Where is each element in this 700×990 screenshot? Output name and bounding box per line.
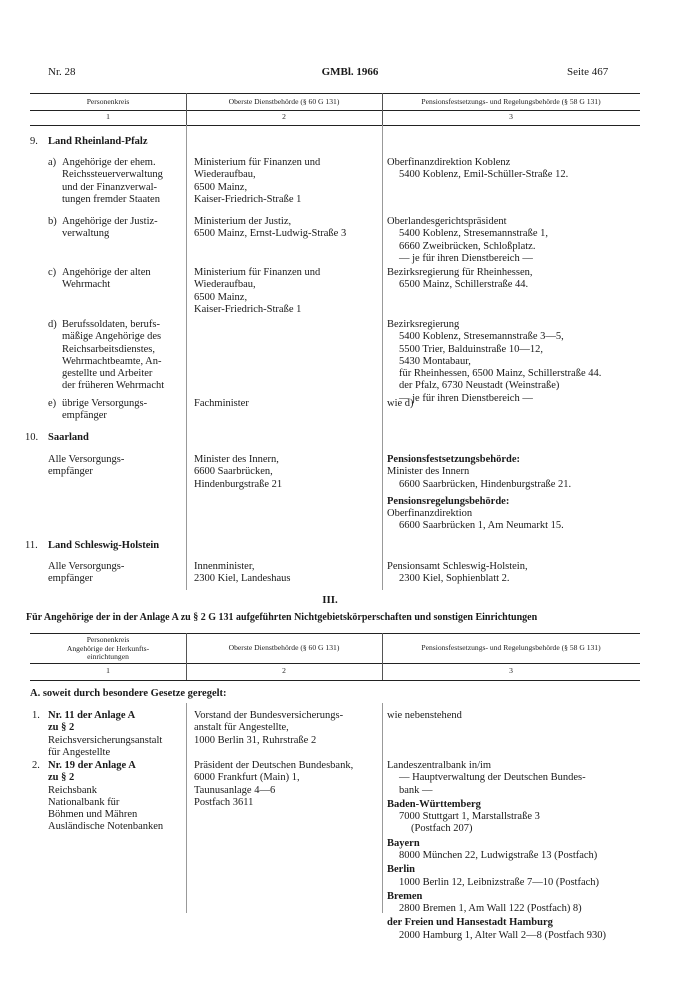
col1-header: Personenkreis: [86, 97, 130, 106]
section-9-number: 9.: [30, 136, 38, 147]
entry-regelungsbehoerde: Landeszentralbank in/im — Hauptverwaltung der Deutschen Bundes- bank — Baden-Württemberg 7000 Stuttgart 1, Marstallstraße 3 (Postfach 207) Bayern 8000 München 22, Ludwigstraße 13 (Postfach) Berlin 1000 Berlin 12, Leibnizstraße 7—10 (Postfach) Bremen 2800 Bremen 1, Am Wall 122 (Postfach) 8) der Freien und Hansestadt Hamburg 2000 Hamburg 1, Alter Wall 2—8 (Postfach 930): [387, 760, 637, 942]
section-11-number: 11.: [25, 540, 38, 551]
section-11-title: Land Schleswig-Holstein: [48, 540, 160, 551]
entry-personenkreis: Nr. 11 der Anlage A zu § 2 Reichsversicherungsanstalt für Angestellte: [48, 710, 163, 758]
entry-regelungsbehoerde: Oberfinanzdirektion Koblenz 5400 Koblenz, Emil-Schüller-Straße 12.: [387, 157, 569, 181]
section-a-heading: A. soweit durch besondere Gesetze geregelt:: [30, 688, 227, 699]
entry-personenkreis: Angehörige der alten Wehrmacht: [62, 267, 151, 291]
bank-entry: der Freien und Hansestadt Hamburg 2000 Hamburg 1, Alter Wall 2—8 (Postfach 930): [387, 917, 606, 941]
entry-personenkreis: Nr. 19 der Anlage A zu § 2 Reichsbank Nationalbank für Böhmen und Mähren Ausländische Notenbanken: [48, 760, 164, 833]
entry-dienstbehoerde: Innenminister, 2300 Kiel, Landeshaus: [194, 561, 291, 585]
entry-dienstbehoerde: Präsident der Deutschen Bundesbank, 6000 Frankfurt (Main) 1, Taunusanlage 4—6 Postfach 3611: [194, 760, 354, 808]
entry-personenkreis: Alle Versorgungs- empfänger: [48, 561, 125, 585]
entry-label: b): [48, 216, 57, 227]
entry-dienstbehoerde: Fachminister: [194, 398, 249, 409]
col3-number: 3: [509, 666, 513, 675]
col3-header: Pensionsfestsetzungs- und Regelungsbehörde (§ 58 G 131): [421, 97, 601, 106]
col3-number: 3: [509, 112, 513, 121]
entry-number: 2.: [32, 760, 40, 771]
bank-entry: Bayern 8000 München 22, Ludwigstraße 13 (Postfach): [387, 837, 598, 861]
bank-entry: Bremen 2800 Bremen 1, Am Wall 122 (Postfach) 8): [387, 890, 582, 915]
entry-regelungsbehoerde: wie nebenstehend: [387, 710, 462, 721]
entry-regelungsbehoerde: Bezirksregierung für Rheinhessen, 6500 Mainz, Schillerstraße 44.: [387, 267, 533, 291]
entry-personenkreis: Berufssoldaten, berufs- mäßige Angehörige des Reichsarbeitsdienstes, Wehrmachtbeamte, An- gestellte und Arbeiter der früheren Wehrmacht: [62, 319, 165, 392]
section-10-title: Saarland: [48, 432, 89, 443]
entry-label: c): [48, 267, 57, 278]
section-10-number: 10.: [25, 432, 39, 443]
col2-header: Oberste Dienstbehörde (§ 60 G 131): [228, 643, 340, 652]
entry-personenkreis: Angehörige der ehem. Reichssteuerverwaltung und der Finanzverwal- tungen fremder Staaten: [62, 157, 163, 205]
entry-regelungsbehoerde: Oberlandesgerichtspräsident 5400 Koblenz, Stresemannstraße 1, 6660 Zweibrücken, Schloßplatz. — je für ihren Dienstbereich —: [387, 216, 549, 264]
publication-title: GMBl. 1966: [321, 66, 379, 78]
col1-number: 1: [106, 112, 110, 121]
col1-number: 1: [106, 666, 110, 675]
entry-dienstbehoerde: Minister des Innern, 6600 Saarbrücken, Hindenburgstraße 21: [194, 454, 283, 490]
section-9-title: Land Rheinland-Pfalz: [48, 136, 148, 147]
entry-dienstbehoerde: Vorstand der Bundesversicherungs- anstalt für Angestellte, 1000 Berlin 31, Ruhrstraße 2: [194, 710, 344, 746]
entry-dienstbehoerde: Ministerium für Finanzen und Wiederaufbau, 6500 Mainz, Kaiser-Friedrich-Straße 1: [194, 157, 321, 205]
entry-dienstbehoerde: Ministerium für Finanzen und Wiederaufbau, 6500 Mainz, Kaiser-Friedrich-Straße 1: [194, 267, 321, 315]
entry-personenkreis: Alle Versorgungs- empfänger: [48, 454, 125, 478]
entry-personenkreis: übrige Versorgungs- empfänger: [62, 398, 148, 422]
entry-label: d): [48, 319, 57, 330]
entry-personenkreis: Angehörige der Justiz- verwaltung: [62, 216, 158, 240]
page-number-left: Nr. 28: [48, 66, 76, 78]
page-number-right: Seite 467: [567, 66, 609, 78]
entry-regelungsbehoerde: wie d): [387, 398, 414, 409]
entry-dienstbehoerde: Ministerium der Justiz, 6500 Mainz, Ernst-Ludwig-Straße 3: [194, 216, 347, 240]
bank-entry: Berlin 1000 Berlin 12, Leibnizstraße 7—10 (Postfach): [387, 864, 600, 888]
entry-label: e): [48, 398, 57, 409]
entry-regelungsbehoerde: Pensionsamt Schleswig-Holstein, 2300 Kiel, Sophienblatt 2.: [387, 561, 528, 585]
entry-regelungsbehoerde: Bezirksregierung 5400 Koblenz, Stresemannstraße 3—5, 5500 Trier, Balduinstraße 10—12, 5430 Montabaur, für Rheinhessen, 6500 Mainz, Schillerstraße 44. der Pfalz, 6730 Neustadt (Weinstraße) — je für ihren Dienstbereich —: [387, 319, 602, 404]
col3-header: Pensionsfestsetzungs- und Regelungsbehörde (§ 58 G 131): [421, 643, 601, 652]
entry-number: 1.: [32, 710, 40, 721]
part-numeral: III.: [322, 594, 338, 606]
part-heading: Für Angehörige der in der Anlage A zu § 2 G 131 aufgeführten Nichtgebietskörperschaften und sonstigen Einrichtungen: [26, 612, 538, 623]
col1-header: Personenkreis Angehörige der Herkunfts- einrichtungen: [66, 635, 150, 662]
col2-header: Oberste Dienstbehörde (§ 60 G 131): [228, 97, 340, 106]
col2-number: 2: [282, 112, 286, 121]
col2-number: 2: [282, 666, 286, 675]
entry-regelungsbehoerde: Pensionsfestsetzungsbehörde: Minister des Innern 6600 Saarbrücken, Hindenburgstraße 21. Pensionsregelungsbehörde: Oberfinanzdirektion 6600 Saarbrücken 1, Am Neumarkt 15.: [387, 454, 572, 532]
entry-label: a): [48, 157, 57, 168]
bank-entry: Baden-Württemberg 7000 Stuttgart 1, Marstallstraße 3 (Postfach 207): [387, 798, 540, 835]
